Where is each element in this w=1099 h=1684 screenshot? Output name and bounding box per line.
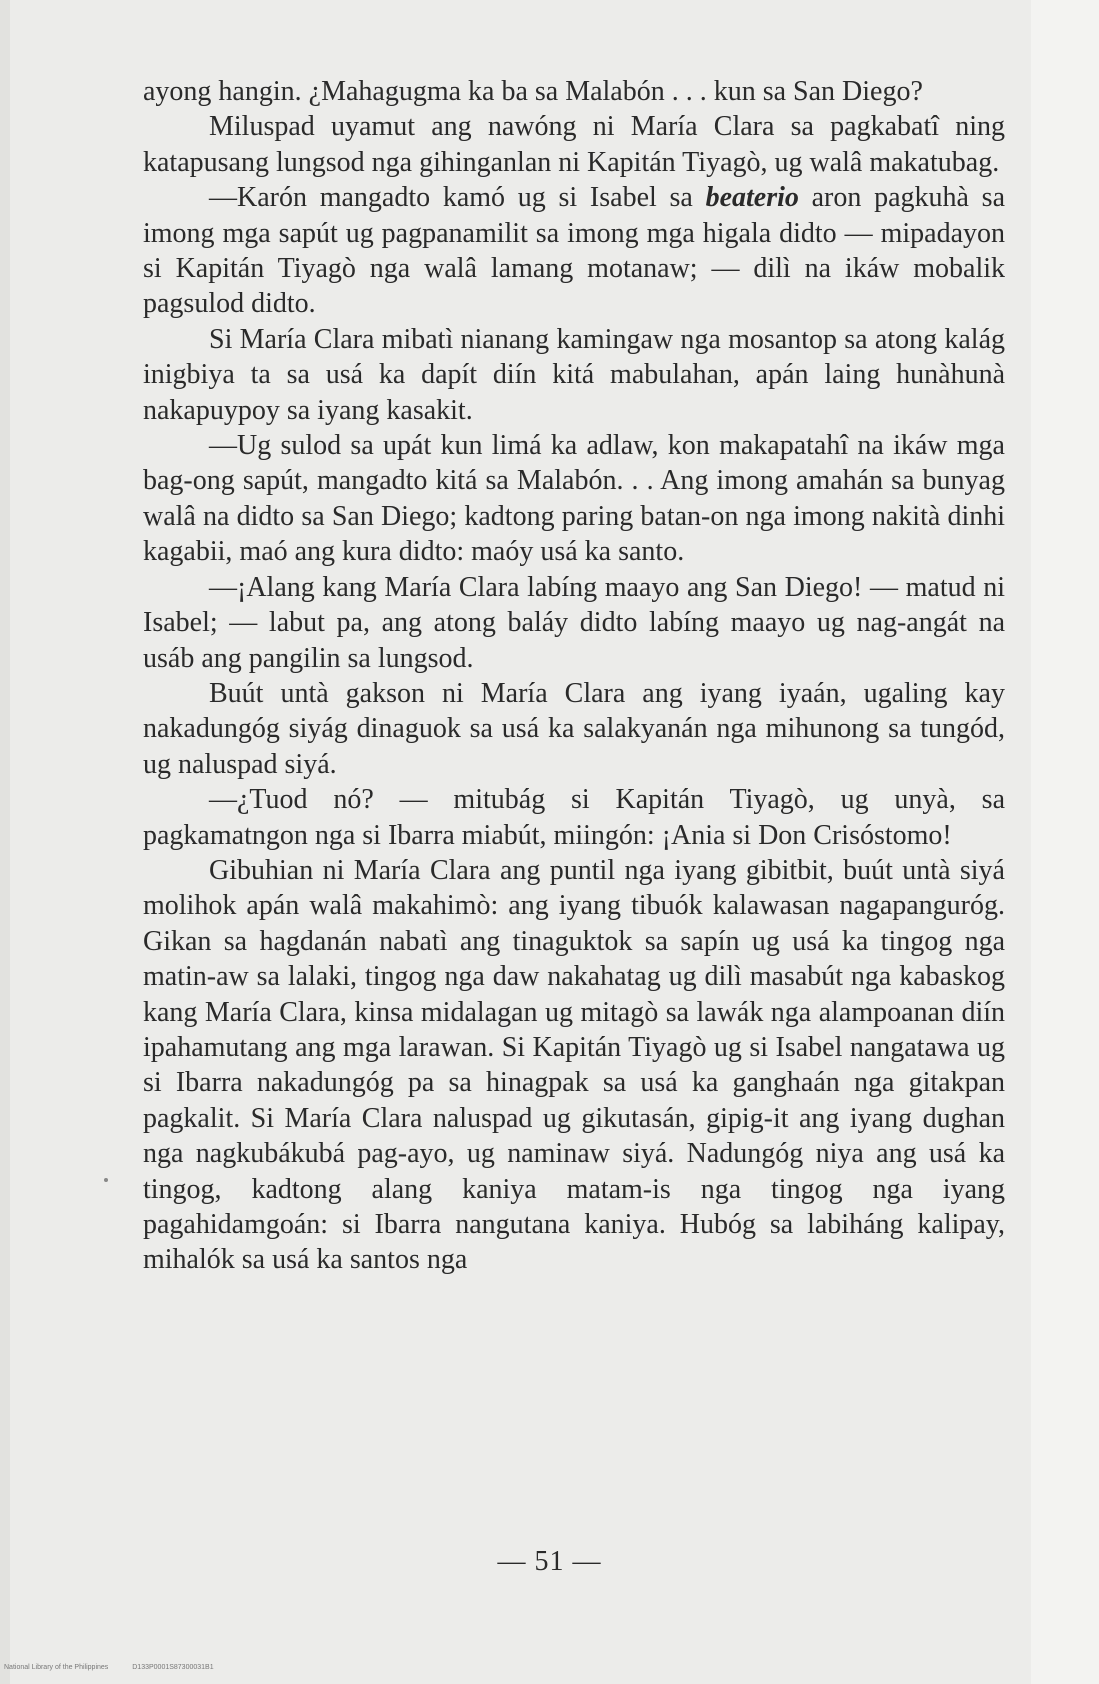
paragraph: Gibuhian ni María Clara ang puntil nga iyang gibitbit, buút untà siyá molihok apán walâ makahimò: ang iyang tibuók kalawasan nagapanguróg. Gikan sa hagdanán nabatì ang tinaguktok sa sapín ug usá ka tingog nga matin-aw sa lalaki, tingog nga daw nakahatag ug dilì masabút nga kabaskog kang María Clara, kinsa midalagan ug mitagò sa lawák nga alampoanan diín ipahamutang ang mga larawan. Si Kapitán Tiyagò ug si Isabel nangatawa ug si Ibarra nakadungóg pa sa hinagpak sa usá ka ganghaán nga gitakpan pagkalit. Si María Clara naluspad ug gikutasán, gipig-it ang iyang dughan nga nagkubákubá pag-ayo, ug naminaw siyá. Nadungóg niya ang usá ka tingog, kadtong alang kaniya matam-is nga tingog nga iyang pagahidamgoán: si Ibarra nangutana kaniya. Hubóg sa labiháng kalipay, mihalók sa usá ka santos nga [143, 854, 1005, 1276]
paragraph [143, 180, 1005, 322]
paragraph: —¡Alang kang María Clara labíng maayo ang San Diego! — matud ni Isabel; — labut pa, ang atong baláy didto labíng maayo ug nag-angát na usáb ang pangilin sa lungsod. [143, 571, 1005, 674]
body-text [143, 74, 1005, 1278]
scan-speck [104, 1178, 108, 1182]
emphasized-word: beaterio [705, 182, 799, 214]
paragraph: Miluspad uyamut ang nawóng ni María Clara sa pagkabatî ning katapusang lungsod nga gihinganlan ni Kapitán Tiyagò, ug walâ makatubag. [143, 111, 1005, 178]
dialogue-start: —Karón mangadto kamó ug si Isabel sa [209, 182, 693, 214]
page-number: — 51 — [497, 1546, 602, 1577]
paragraph: Buút untà gakson ni María Clara ang iyang iyaán, ugaling kay nakadungóg siyág dinaguok sa usá ka salakyanán nga mihunong sa tungód, ug naluspad siyá. [143, 677, 1005, 780]
footer-record-id: D133P0001S87300031B1 [132, 1664, 214, 1671]
scan-footer [4, 1664, 214, 1671]
scan-edge-right [1031, 0, 1099, 1684]
dialogue-rest: aron pagkuhà sa imong mga sapút ug pagpanamilit sa imong mga higala didto — mipadayon si Kapitán Tiyagò nga walâ lamang motanaw; — dilì na ikáw mobalik pagsulod didto. [143, 182, 1006, 320]
paragraph: Si María Clara mibatì nianang kamingaw nga mosantop sa atong kalág inigbiya ta sa usá ka dapít diín kitá mabulahan, apán laing hunàhunà nakapuypoy sa iyang kasakit. [143, 323, 1005, 426]
paragraph: —Ug sulod sa upát kun limá ka adlaw, kon makapatahî na ikáw mga bag-ong sapút, mangadto kitá sa Malabón. . . Ang imong amahán sa bunyag walâ na didto sa San Diego; kadtong paring batan-on nga imong nakità dinhi kagabii, maó ang kura didto: maóy usá ka santo. [143, 430, 1005, 568]
scan-edge-left [0, 0, 10, 1684]
footer-institution: National Library of the Philippines [4, 1664, 109, 1671]
paragraph-continuation: ayong hangin. ¿Mahagugma ka ba sa Malabón . . . kun sa San Diego? [143, 76, 923, 107]
paragraph: —¿Tuod nó? — mitubág si Kapitán Tiyagò, ug unyà, sa pagkamatngon nga si Ibarra miabút, miingón: ¡Ania si Don Crisóstomo! [143, 784, 1005, 851]
